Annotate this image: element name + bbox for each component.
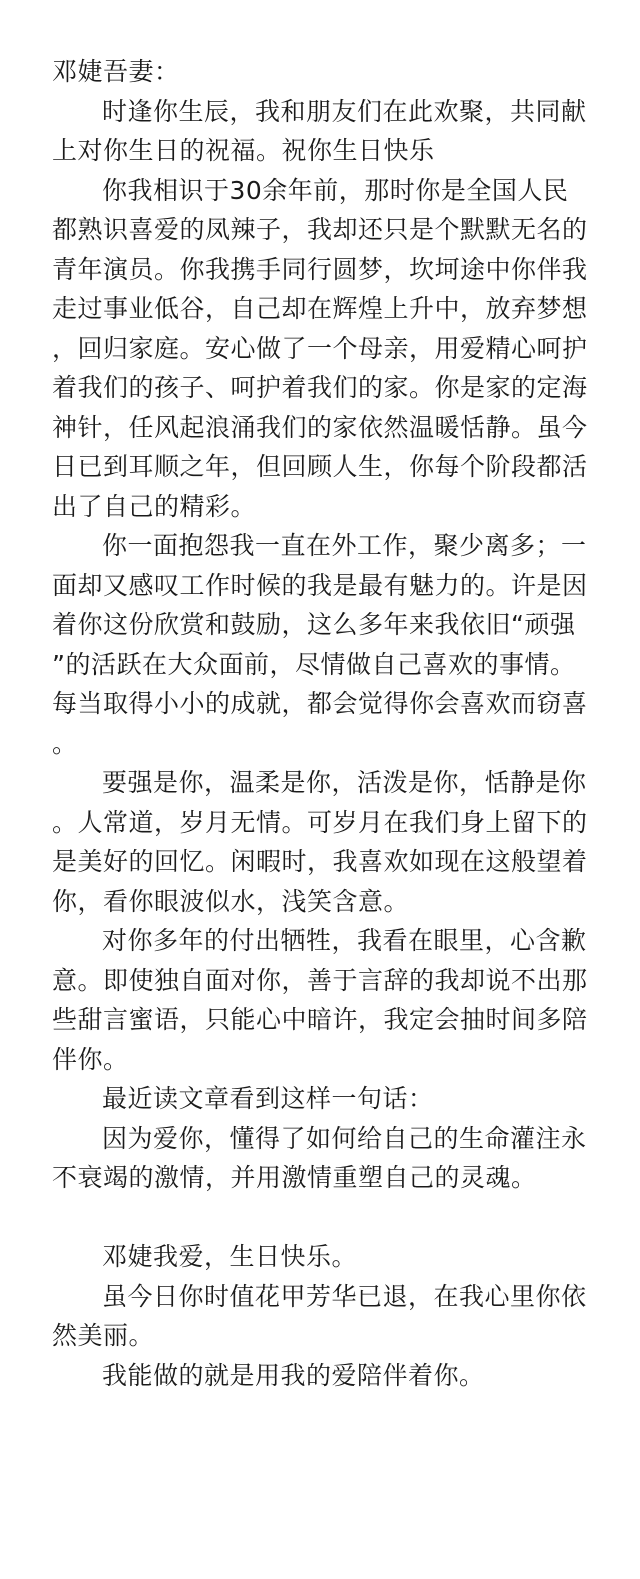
paragraph-4-line-2: 。人常道，岁月无情。可岁月在我们身上留下的: [52, 807, 588, 837]
quote-line-1: 因为爱你，懂得了如何给自己的生命灌注永: [102, 1123, 587, 1153]
letter-greeting: 邓婕吾妻：: [52, 57, 180, 86]
paragraph-4-line-1: 要强是你，温柔是你，活泼是你，恬静是你: [102, 768, 587, 797]
paragraph-5-line-1: 对你多年的付出牺牲，我看在眼里，心含歉: [102, 926, 587, 955]
paragraph-2-line-8: 日已到耳顺之年，但回顾人生，你每个阶段都活: [52, 452, 588, 481]
paragraph-gap: [52, 1198, 594, 1238]
paragraph-6-line-1: 最近读文章看到这样一句话：: [102, 1084, 434, 1113]
paragraph-2-line-6: 着我们的孩子、呵护着我们的家。你是家的定海: [52, 373, 588, 402]
paragraph-3-line-4: ”的活跃在大众面前，尽情做自己喜欢的事情。: [52, 649, 576, 679]
paragraph-3-line-5: 每当取得小小的成就，都会觉得你会喜欢而窃喜: [52, 689, 588, 718]
paragraph-5-line-2: 意。即使独自面对你，善于言辞的我却说不出那: [52, 965, 588, 995]
paragraph-2-line-5: ，回归家庭。安心做了一个母亲，用爱精心呵护: [52, 333, 588, 363]
paragraph-1-line-2: 上对你生日的祝福。祝你生日快乐: [52, 136, 435, 165]
paragraph-3-line-3: 着你这份欣赏和鼓励，这么多年来我依旧“顽强: [52, 610, 576, 639]
paragraph-2-line-4: 走过事业低谷，自己却在辉煌上升中，放弃梦想: [52, 294, 588, 323]
paragraph-3-line-1: 你一面抱怨我一直在外工作，聚少离多；一: [102, 531, 587, 560]
paragraph-2-line-1: 你我相识于30余年前，那时你是全国人民: [102, 175, 569, 205]
paragraph-2-line-7: 神针，任风起浪涌我们的家依然温暖恬静。虽今: [52, 412, 588, 442]
paragraph-4-line-3: 是美好的回忆。闲暇时，我喜欢如现在这般望着: [52, 847, 588, 876]
quote-line-2: 不衰竭的激情，并用激情重塑自己的灵魂。: [52, 1163, 537, 1192]
paragraph-2-line-2: 都熟识喜爱的凤辣子，我却还只是个默默无名的: [52, 215, 588, 244]
paragraph-1-line-1: 时逢你生辰，我和朋友们在此欢聚，共同献: [102, 96, 587, 126]
paragraph-5-line-4: 伴你。: [52, 1044, 129, 1074]
paragraph-4-line-4: 你，看你眼波似水，浅笑含意。: [52, 886, 410, 916]
paragraph-3-line-2: 面却又感叹工作时候的我是最有魅力的。许是因: [52, 570, 588, 600]
paragraph-9-line-1: 虽今日你时值花甲芳华已退，在我心里你依: [102, 1281, 587, 1311]
closing-line: 我能做的就是用我的爱陪伴着你。: [102, 1360, 485, 1390]
paragraph-9-line-2: 然美丽。: [52, 1321, 155, 1350]
birthday-wish-line: 邓婕我爱，生日快乐。: [102, 1242, 358, 1271]
paragraph-2-line-3: 青年演员。你我携手同行圆梦，坎坷途中你伴我: [52, 254, 588, 284]
paragraph-2-line-9: 出了自己的精彩。: [52, 491, 257, 521]
paragraph-3-line-6: 。: [52, 728, 78, 758]
paragraph-5-line-3: 些甜言蜜语，只能心中暗许，我定会抽时间多陪: [52, 1005, 588, 1034]
